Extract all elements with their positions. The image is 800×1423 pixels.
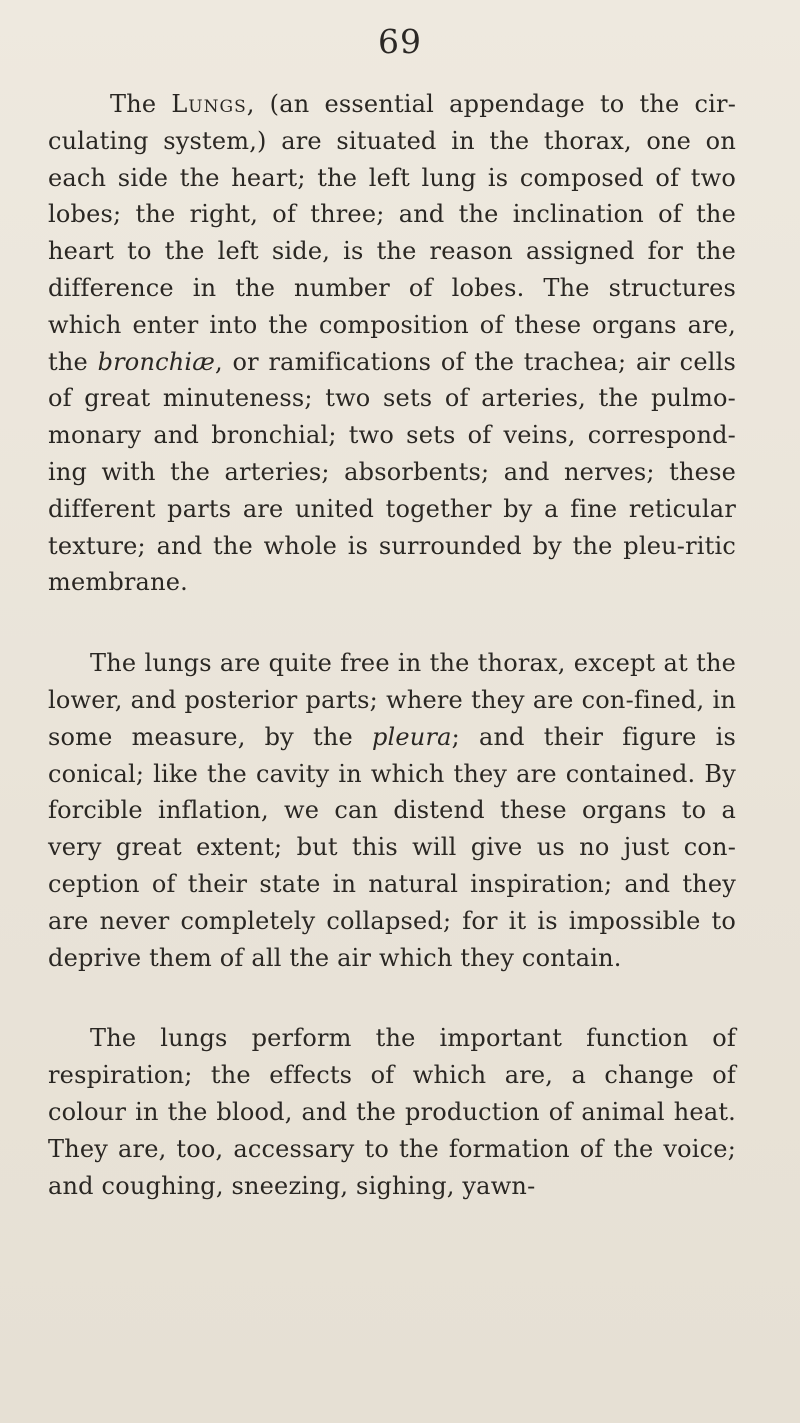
italic-term-pleura: pleura xyxy=(371,722,452,751)
paragraph-lungs-function xyxy=(48,1020,736,1204)
paragraph-text: The lungs are quite free in the thorax, except at the lower, and posterior parts; where they are con-fined, in some measure, by the xyxy=(48,649,736,751)
paragraph-text: , or ramifications of the trachea; air cells of great minuteness; two sets of arteries, the pulmo-monary and bronchial; two sets of veins, correspond-ing with the arteries; absorbents; and nerves; these different parts are united together by a fine reticular texture; and the whole is surrounded by the pleu-ritic membrane. xyxy=(48,347,736,597)
body-text xyxy=(48,86,736,1248)
paragraph-lungs-anatomy xyxy=(48,86,736,601)
italic-term-bronchiae: bronchiæ xyxy=(97,347,216,376)
paragraph-lungs-position xyxy=(48,645,736,976)
paragraph-lead: The xyxy=(110,90,172,118)
paragraph-text: , (an essential appendage to the cir-culating system,) are situated in the thorax, one on each side the heart; the left lung is composed of two lobes; the right, of three; and the inclination of the heart to the left side, is the reason assigned for the difference in the number of lobes. The structures which enter into the composition of these organs are, the xyxy=(48,90,736,376)
page-number: 69 xyxy=(378,22,422,61)
paragraph-lead-smallcaps: Lungs xyxy=(171,90,247,118)
paragraph-text: The lungs perform the important function of respiration; the effects of which are, a change of colour in the blood, and the production of animal heat. They are, too, accessary to the formation of the voice; and coughing, sneezing, sighing, yawn- xyxy=(48,1024,736,1200)
paragraph-text: ; and their figure is conical; like the cavity in which they are contained. By forcible inflation, we can distend these organs to a very great extent; but this will give us no just con-ception of their state in natural inspiration; and they are never completely collapsed; for it is impossible to deprive them of all the air which they contain. xyxy=(48,722,736,972)
